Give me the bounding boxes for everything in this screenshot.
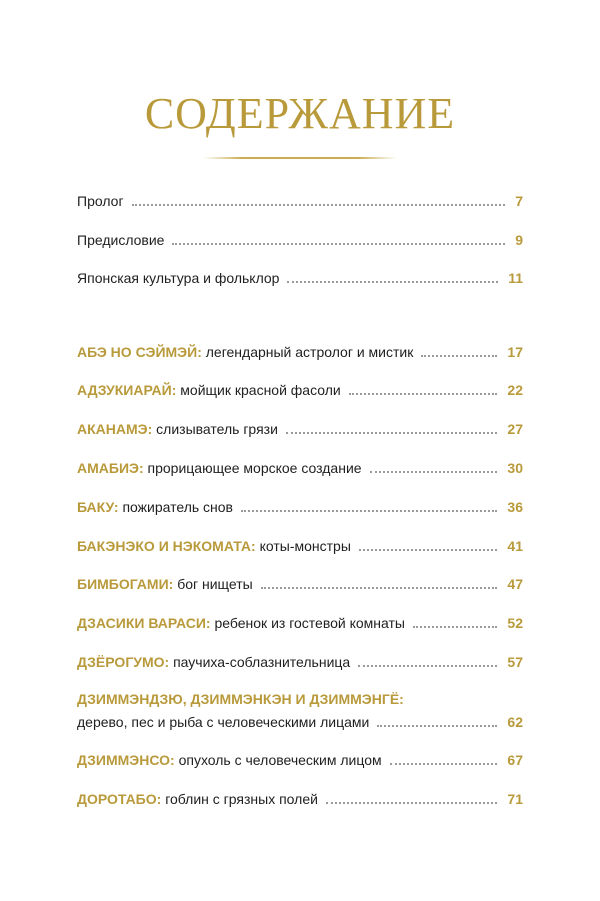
toc-page-number: 41	[507, 538, 523, 554]
chapter-heading: БАКЭНЭКО И НЭКОМАТА:	[77, 538, 256, 554]
chapter-description: прорицающее морское создание	[147, 460, 362, 476]
dot-leader	[413, 626, 497, 628]
toc-entry-chapter[interactable]	[77, 612, 523, 632]
toc-entry-japanese-culture[interactable]	[77, 267, 523, 287]
toc-page-number: 71	[507, 791, 523, 807]
chapter-heading: БИМБОГАМИ:	[77, 576, 174, 592]
dot-leader	[349, 393, 498, 395]
toc-entry-chapter[interactable]	[77, 379, 523, 399]
toc-page-number: 17	[507, 344, 523, 360]
chapter-description: паучиха-соблазнительница	[173, 654, 351, 670]
dot-leader	[172, 243, 505, 245]
toc-entry-chapter[interactable]	[77, 788, 523, 808]
dot-leader	[326, 802, 497, 804]
dot-leader	[132, 204, 506, 206]
toc-entry-chapter[interactable]	[77, 651, 523, 671]
toc-page-number: 11	[508, 270, 523, 286]
toc-entry-prologue[interactable]	[77, 190, 523, 210]
chapter-description: дерево, пес и рыба с человеческими лицами	[77, 714, 370, 730]
dot-leader	[287, 281, 498, 283]
toc-page-number: 36	[507, 499, 523, 515]
chapter-description: бог нищеты	[177, 576, 253, 592]
chapter-heading: АКАНАМЭ:	[77, 421, 153, 437]
chapter-description: мойщик красной фасоли	[180, 382, 341, 398]
chapter-description: ребенок из гостевой комнаты	[214, 615, 405, 631]
toc-entry-chapter[interactable]	[77, 749, 523, 769]
dot-leader	[370, 471, 498, 473]
chapter-heading: ДОРОТАБО:	[77, 791, 162, 807]
toc-entry-foreword[interactable]	[77, 229, 523, 249]
toc-page-number: 22	[507, 382, 523, 398]
toc-entry-chapter[interactable]	[77, 573, 523, 593]
chapter-heading: ДЗАСИКИ ВАРАСИ:	[77, 615, 211, 631]
toc-entry-chapter[interactable]	[77, 711, 523, 731]
chapter-heading: АДЗУКИАРАЙ:	[77, 382, 177, 398]
dot-leader	[421, 355, 497, 357]
toc-page-number: 7	[515, 193, 523, 209]
chapter-heading: ДЗИММЭНСО:	[77, 752, 175, 768]
chapter-heading: ДЗИММЭНДЗЮ, ДЗИММЭНКЭН И ДЗИММЭНГЁ:	[77, 691, 404, 707]
toc-page-number: 30	[507, 460, 523, 476]
dot-leader	[390, 763, 498, 765]
chapter-description: гоблин с грязных полей	[165, 791, 318, 807]
page-title: СОДЕРЖАНИЕ	[144, 89, 456, 138]
toc-page-number: 67	[507, 752, 523, 768]
dot-leader	[358, 665, 497, 667]
toc-page-number: 57	[507, 654, 523, 670]
toc-entry-label: Пролог	[77, 193, 124, 209]
dot-leader	[241, 510, 497, 512]
title-divider	[203, 157, 397, 159]
dot-leader	[359, 549, 498, 551]
toc-entry-label: Предисловие	[77, 232, 165, 248]
toc-page-number: 62	[507, 714, 523, 730]
dot-leader	[286, 432, 498, 434]
chapter-heading: АБЭ НО СЭЙМЭЙ:	[77, 344, 202, 360]
toc-page-number: 52	[507, 615, 523, 631]
toc-entry-chapter[interactable]	[77, 457, 523, 477]
chapter-heading: БАКУ:	[77, 499, 119, 515]
chapter-heading: ДЗЁРОГУМО:	[77, 654, 170, 670]
toc-entry-label: Японская культура и фольклор	[77, 270, 280, 286]
toc-entry-chapter[interactable]	[77, 496, 523, 516]
chapter-description: слизыватель грязи	[156, 421, 278, 437]
toc-entry-chapter[interactable]	[77, 418, 523, 438]
chapter-description: коты-монстры	[259, 538, 351, 554]
chapter-description: опухоль с человеческим лицом	[178, 752, 382, 768]
chapter-heading: АМАБИЭ:	[77, 460, 144, 476]
toc-page-number: 9	[515, 232, 523, 248]
toc-page-number: 27	[507, 421, 523, 437]
dot-leader	[261, 587, 498, 589]
toc-page-number: 47	[507, 576, 523, 592]
chapter-description: пожиратель снов	[122, 499, 233, 515]
dot-leader	[377, 725, 497, 727]
chapter-description: легендарный астролог и мистик	[205, 344, 414, 360]
toc-entry-chapter[interactable]	[77, 341, 523, 361]
toc-entry-chapter[interactable]	[77, 535, 523, 555]
